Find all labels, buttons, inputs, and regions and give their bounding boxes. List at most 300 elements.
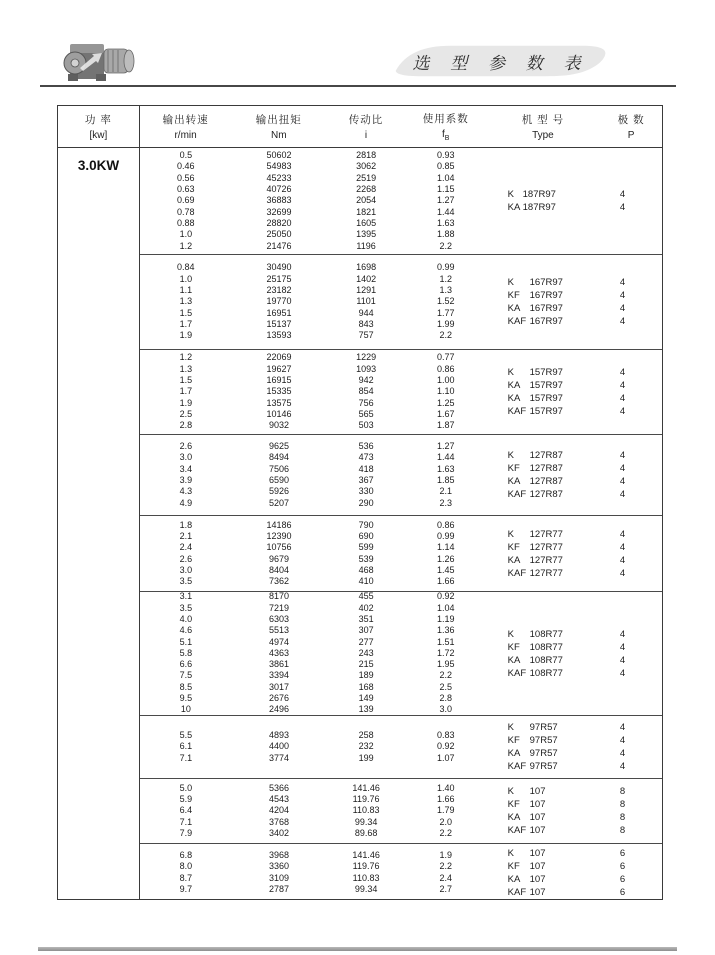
cell-value: 1.88 xyxy=(437,229,455,240)
cell-value: 1.7 xyxy=(179,318,193,329)
cell-value: 3.9 xyxy=(179,475,193,485)
cell-value: 2.2 xyxy=(439,861,453,872)
type-poles-column xyxy=(486,628,662,680)
cell-value: 1.8 xyxy=(179,519,193,530)
cell-value: 0.92 xyxy=(437,741,455,752)
cell-value: 7.1 xyxy=(179,816,193,827)
type-row xyxy=(508,462,662,475)
cell-value: 0.92 xyxy=(437,591,455,602)
poles-value: 6 xyxy=(619,847,626,859)
type-row xyxy=(508,798,662,811)
type-model: 127R87 xyxy=(529,450,563,461)
type-row xyxy=(508,528,662,541)
cell-value: 402 xyxy=(358,602,374,613)
factor-column xyxy=(406,783,486,839)
cell-value: 2.8 xyxy=(439,693,453,704)
cell-value: 7.5 xyxy=(179,670,193,681)
type-model: 107 xyxy=(529,860,546,872)
cell-value: 2.4 xyxy=(179,542,193,553)
cell-value: 565 xyxy=(358,408,374,419)
cell-value: 1.3 xyxy=(439,285,453,296)
cell-value: 599 xyxy=(358,542,374,553)
power-cell xyxy=(58,148,140,899)
cell-value: 9032 xyxy=(268,420,289,431)
cell-value: 1.99 xyxy=(437,318,455,329)
cell-value: 1.0 xyxy=(179,273,193,284)
speed-column xyxy=(140,783,232,839)
cell-value: 351 xyxy=(358,613,374,624)
type-prefix: KA xyxy=(507,873,521,885)
cell-value: 6303 xyxy=(268,613,289,624)
torque-column xyxy=(232,850,327,895)
cell-value: 539 xyxy=(358,553,374,564)
cell-value: 7.9 xyxy=(179,827,193,838)
type-poles-column xyxy=(486,785,662,837)
poles-value: 4 xyxy=(619,489,626,500)
cell-value: 2.2 xyxy=(439,240,453,251)
cell-value: 10146 xyxy=(266,408,292,419)
type-model: 97R57 xyxy=(529,748,558,759)
torque-column xyxy=(232,352,327,431)
cell-value: 141.46 xyxy=(352,782,380,793)
gear-motor-logo-image xyxy=(62,34,142,86)
cell-value: 12390 xyxy=(266,530,292,541)
poles-value: 4 xyxy=(619,654,626,666)
power-value: 3.0KW xyxy=(77,158,120,173)
cell-value: 455 xyxy=(358,591,374,602)
type-prefix: KF xyxy=(507,641,520,653)
cell-value: 2.1 xyxy=(439,486,453,497)
cell-value: 9.7 xyxy=(179,883,193,894)
type-model: 107 xyxy=(529,812,546,823)
cell-value: 9679 xyxy=(268,553,289,564)
type-row xyxy=(508,721,662,734)
table-group xyxy=(140,591,662,715)
selection-parameter-table xyxy=(57,105,663,900)
speed-column xyxy=(140,850,232,895)
cell-value: 0.93 xyxy=(437,150,455,161)
cell-value: 0.86 xyxy=(437,363,455,374)
poles-value: 4 xyxy=(619,567,626,579)
type-row xyxy=(508,315,662,328)
cell-value: 1.10 xyxy=(437,386,455,397)
type-model: 187R97 xyxy=(522,202,556,213)
cell-value: 1.7 xyxy=(179,386,193,397)
cell-value: 4204 xyxy=(268,805,289,816)
type-row xyxy=(508,366,662,379)
cell-value: 15137 xyxy=(266,318,292,329)
cell-value: 2.6 xyxy=(179,553,193,564)
type-row xyxy=(508,392,662,405)
type-model: 157R97 xyxy=(529,393,563,404)
type-model: 157R97 xyxy=(529,406,563,417)
type-model: 107 xyxy=(529,799,546,810)
type-prefix: K xyxy=(507,277,514,288)
speed-column xyxy=(140,150,232,252)
cell-value: 232 xyxy=(358,741,374,752)
cell-value: 290 xyxy=(358,497,374,508)
cell-value: 3768 xyxy=(268,816,289,827)
cell-value: 8170 xyxy=(268,591,289,602)
type-model: 157R97 xyxy=(529,367,563,378)
factor-column xyxy=(406,262,486,341)
cell-value: 139 xyxy=(358,704,374,715)
page-footer-bar xyxy=(38,947,677,951)
cell-value: 4974 xyxy=(268,636,289,647)
cell-value: 1821 xyxy=(356,206,377,217)
cell-value: 0.99 xyxy=(437,530,455,541)
type-row xyxy=(508,405,662,418)
factor-column xyxy=(406,850,486,895)
cell-value: 2268 xyxy=(356,184,377,195)
poles-value: 4 xyxy=(619,761,626,772)
cell-value: 2.6 xyxy=(179,441,193,452)
cell-value: 1.1 xyxy=(179,285,193,296)
type-prefix: KF xyxy=(507,735,520,746)
type-model: 157R97 xyxy=(529,380,563,391)
cell-value: 2787 xyxy=(268,883,289,894)
cell-value: 1229 xyxy=(356,352,377,363)
type-row xyxy=(508,449,662,462)
cell-value: 3.1 xyxy=(179,591,193,602)
page-title: 选 型 参 数 表 xyxy=(412,54,589,73)
poles-value: 4 xyxy=(619,641,626,653)
header-service-factor: 使用系数 $f_B$ xyxy=(422,113,469,142)
type-prefix: KF xyxy=(507,463,520,474)
cell-value: 5926 xyxy=(268,486,289,497)
cell-value: 0.63 xyxy=(177,184,195,195)
type-model: 127R77 xyxy=(529,528,563,540)
cell-value: 141.46 xyxy=(352,849,380,860)
cell-value: 40726 xyxy=(266,184,292,195)
cell-value: 2.5 xyxy=(439,681,453,692)
table-group xyxy=(140,434,662,515)
ratio-column xyxy=(326,850,406,895)
cell-value: 8.5 xyxy=(179,681,193,692)
cell-value: 1.72 xyxy=(437,647,455,658)
poles-value: 4 xyxy=(619,748,626,759)
torque-column xyxy=(232,262,327,341)
cell-value: 3062 xyxy=(356,161,377,172)
cell-value: 8.7 xyxy=(179,872,193,883)
cell-value: 8.0 xyxy=(179,861,193,872)
cell-value: 0.46 xyxy=(177,161,195,172)
cell-value: 277 xyxy=(358,636,374,647)
cell-value: 258 xyxy=(358,730,374,741)
type-row xyxy=(508,276,662,289)
type-prefix: K xyxy=(507,528,514,540)
cell-value: 1.63 xyxy=(437,217,455,228)
cell-value: 3402 xyxy=(268,827,289,838)
table-group xyxy=(140,843,662,901)
type-prefix: KF xyxy=(507,799,520,810)
cell-value: 32699 xyxy=(266,206,292,217)
cell-value: 473 xyxy=(358,452,374,463)
type-prefix: K xyxy=(507,189,514,200)
cell-value: 468 xyxy=(358,564,374,575)
poles-value: 8 xyxy=(619,812,626,823)
cell-value: 2.1 xyxy=(179,530,193,541)
cell-value: 1196 xyxy=(356,240,376,251)
poles-value: 4 xyxy=(619,393,626,404)
type-prefix: K xyxy=(507,786,514,797)
cell-value: 1.44 xyxy=(437,452,455,463)
type-prefix: K xyxy=(507,847,514,859)
cell-value: 1.26 xyxy=(437,553,455,564)
type-model: 107 xyxy=(529,886,546,898)
type-model: 107 xyxy=(529,786,546,797)
cell-value: 1.66 xyxy=(437,576,455,587)
factor-column xyxy=(406,591,486,715)
cell-value: 5.0 xyxy=(179,782,193,793)
poles-value: 4 xyxy=(619,450,626,461)
type-prefix: KA xyxy=(507,812,521,823)
factor-column xyxy=(406,441,486,509)
cell-value: 21476 xyxy=(266,240,292,251)
cell-value: 1.07 xyxy=(437,752,455,763)
cell-value: 410 xyxy=(358,576,374,587)
poles-value: 4 xyxy=(619,316,626,327)
cell-value: 15335 xyxy=(266,386,292,397)
cell-value: 4.9 xyxy=(179,497,193,508)
type-model: 167R97 xyxy=(529,303,563,314)
ratio-column xyxy=(326,262,406,341)
cell-value: 45233 xyxy=(266,172,292,183)
type-row xyxy=(508,188,662,201)
type-prefix: KA xyxy=(507,554,521,566)
type-prefix: K xyxy=(507,628,514,640)
cell-value: 2818 xyxy=(356,150,377,161)
type-prefix: KAF xyxy=(507,316,527,327)
poles-value: 4 xyxy=(619,528,626,540)
cell-value: 3861 xyxy=(268,659,289,670)
cell-value: 25050 xyxy=(266,229,292,240)
type-model: 97R57 xyxy=(529,735,558,746)
cell-value: 14186 xyxy=(266,519,292,530)
ratio-column xyxy=(326,150,406,252)
type-row xyxy=(508,488,662,501)
cell-value: 5207 xyxy=(268,497,289,508)
cell-value: 23182 xyxy=(266,285,292,296)
cell-value: 4.6 xyxy=(179,625,193,636)
cell-value: 3.4 xyxy=(179,463,193,474)
cell-value: 0.56 xyxy=(177,172,195,183)
cell-value: 110.83 xyxy=(352,805,380,816)
cell-value: 0.78 xyxy=(177,206,195,217)
cell-value: 19770 xyxy=(266,296,292,307)
cell-value: 215 xyxy=(358,659,374,670)
type-poles-column xyxy=(486,366,662,418)
type-model: 107 xyxy=(529,825,546,836)
ratio-column xyxy=(326,730,406,764)
cell-value: 9.5 xyxy=(179,693,193,704)
poles-value: 4 xyxy=(619,667,626,679)
cell-value: 1.52 xyxy=(437,296,455,307)
cell-value: 36883 xyxy=(266,195,292,206)
cell-value: 2.4 xyxy=(439,872,453,883)
table-groups xyxy=(140,148,662,899)
cell-value: 10 xyxy=(180,704,191,715)
cell-value: 1395 xyxy=(356,229,377,240)
cell-value: 189 xyxy=(358,670,374,681)
poles-value: 4 xyxy=(619,463,626,474)
type-row xyxy=(508,567,662,580)
poles-value: 4 xyxy=(619,541,626,553)
cell-value: 1.9 xyxy=(179,330,193,341)
cell-value: 1.15 xyxy=(437,184,455,195)
cell-value: 5.9 xyxy=(179,794,193,805)
cell-value: 119.76 xyxy=(352,861,380,872)
cell-value: 10756 xyxy=(266,542,292,553)
speed-column xyxy=(140,730,232,764)
type-row xyxy=(508,886,662,899)
type-prefix: KAF xyxy=(507,886,527,898)
type-prefix: KAF xyxy=(507,825,527,836)
type-row xyxy=(508,785,662,798)
ratio-column xyxy=(326,352,406,431)
type-row xyxy=(508,554,662,567)
cell-value: 1.2 xyxy=(439,273,453,284)
ratio-column xyxy=(326,783,406,839)
cell-value: 1101 xyxy=(356,296,376,307)
cell-value: 2.2 xyxy=(439,827,453,838)
cell-value: 3.5 xyxy=(179,576,193,587)
cell-value: 1.19 xyxy=(437,613,455,624)
poles-value: 8 xyxy=(619,799,626,810)
cell-value: 8494 xyxy=(268,452,289,463)
cell-value: 89.68 xyxy=(354,827,378,838)
cell-value: 1.51 xyxy=(437,636,455,647)
page-title-banner xyxy=(393,42,608,80)
cell-value: 790 xyxy=(358,519,374,530)
cell-value: 307 xyxy=(358,625,374,636)
cell-value: 330 xyxy=(358,486,374,497)
type-row xyxy=(508,641,662,654)
gear-motor-illustration xyxy=(62,34,142,86)
cell-value: 1.5 xyxy=(179,375,193,386)
poles-value: 4 xyxy=(619,406,626,417)
table-group xyxy=(140,515,662,591)
table-header-row xyxy=(58,106,662,148)
cell-value: 30490 xyxy=(266,262,292,273)
cell-value: 119.76 xyxy=(352,794,380,805)
type-prefix: KF xyxy=(507,541,520,553)
cell-value: 4.3 xyxy=(179,486,193,497)
type-row xyxy=(508,302,662,315)
table-body xyxy=(58,148,662,899)
cell-value: 5.8 xyxy=(179,647,193,658)
cell-value: 1291 xyxy=(356,285,377,296)
factor-column xyxy=(406,150,486,252)
cell-value: 1402 xyxy=(356,273,377,284)
cell-value: 1.44 xyxy=(437,206,455,217)
type-row xyxy=(508,860,662,873)
poles-value: 6 xyxy=(619,860,626,872)
type-model: 107 xyxy=(529,873,546,885)
cell-value: 3109 xyxy=(268,872,289,883)
type-poles-column xyxy=(486,847,662,899)
cell-value: 3968 xyxy=(268,849,289,860)
type-model: 187R97 xyxy=(522,189,556,200)
torque-column xyxy=(232,783,327,839)
cell-value: 3017 xyxy=(268,681,289,692)
cell-value: 536 xyxy=(358,441,374,452)
cell-value: 1.9 xyxy=(439,849,453,860)
cell-value: 757 xyxy=(358,330,374,341)
cell-value: 756 xyxy=(358,397,374,408)
poles-value: 4 xyxy=(619,628,626,640)
cell-value: 2.5 xyxy=(179,408,193,419)
type-model: 97R57 xyxy=(529,761,558,772)
cell-value: 1.77 xyxy=(437,307,455,318)
cell-value: 243 xyxy=(358,647,374,658)
cell-value: 1.14 xyxy=(437,542,455,553)
torque-column xyxy=(232,150,327,252)
cell-value: 1.85 xyxy=(437,475,455,485)
cell-value: 99.34 xyxy=(354,816,378,827)
poles-value: 8 xyxy=(619,786,626,797)
torque-column xyxy=(232,591,327,715)
cell-value: 6.8 xyxy=(179,849,193,860)
cell-value: 1698 xyxy=(356,262,377,273)
type-row xyxy=(508,379,662,392)
cell-value: 3394 xyxy=(268,670,289,681)
cell-value: 28820 xyxy=(266,217,292,228)
cell-value: 7.1 xyxy=(179,752,193,763)
type-poles-column xyxy=(486,721,662,773)
type-model: 97R57 xyxy=(529,722,558,733)
cell-value: 944 xyxy=(358,307,374,318)
type-prefix: K xyxy=(507,450,514,461)
poles-value: 4 xyxy=(619,554,626,566)
header-poles: 极 数 P xyxy=(617,114,645,141)
cell-value: 367 xyxy=(358,475,374,485)
type-row xyxy=(508,475,662,488)
type-row xyxy=(508,734,662,747)
cell-value: 1.00 xyxy=(437,375,455,386)
cell-value: 418 xyxy=(358,463,374,474)
type-model: 127R87 xyxy=(529,463,563,474)
speed-column xyxy=(140,352,232,431)
type-prefix: KAF xyxy=(507,567,527,579)
cell-value: 2.8 xyxy=(179,420,193,431)
ratio-column xyxy=(326,520,406,588)
cell-value: 99.34 xyxy=(354,883,378,894)
cell-value: 7219 xyxy=(268,602,289,613)
table-group xyxy=(140,254,662,349)
type-prefix: KF xyxy=(507,860,520,872)
cell-value: 6.4 xyxy=(179,805,193,816)
cell-value: 2496 xyxy=(268,704,289,715)
table-group xyxy=(140,349,662,434)
poles-value: 6 xyxy=(619,886,626,898)
cell-value: 942 xyxy=(358,375,374,386)
cell-value: 199 xyxy=(358,752,374,763)
type-row xyxy=(508,654,662,667)
table-group xyxy=(140,715,662,778)
cell-value: 2.3 xyxy=(439,497,453,508)
poles-value: 4 xyxy=(619,722,626,733)
cell-value: 2.7 xyxy=(439,883,453,894)
cell-value: 843 xyxy=(358,318,374,329)
header-divider-line xyxy=(40,85,676,87)
header-power: 功 率 [kw] xyxy=(58,106,140,147)
cell-value: 3.0 xyxy=(179,564,193,575)
cell-value: 1.79 xyxy=(437,805,455,816)
cell-value: 3360 xyxy=(268,861,289,872)
header-output-torque: 输出扭矩 Nm xyxy=(255,114,302,141)
type-poles-column xyxy=(486,528,662,580)
